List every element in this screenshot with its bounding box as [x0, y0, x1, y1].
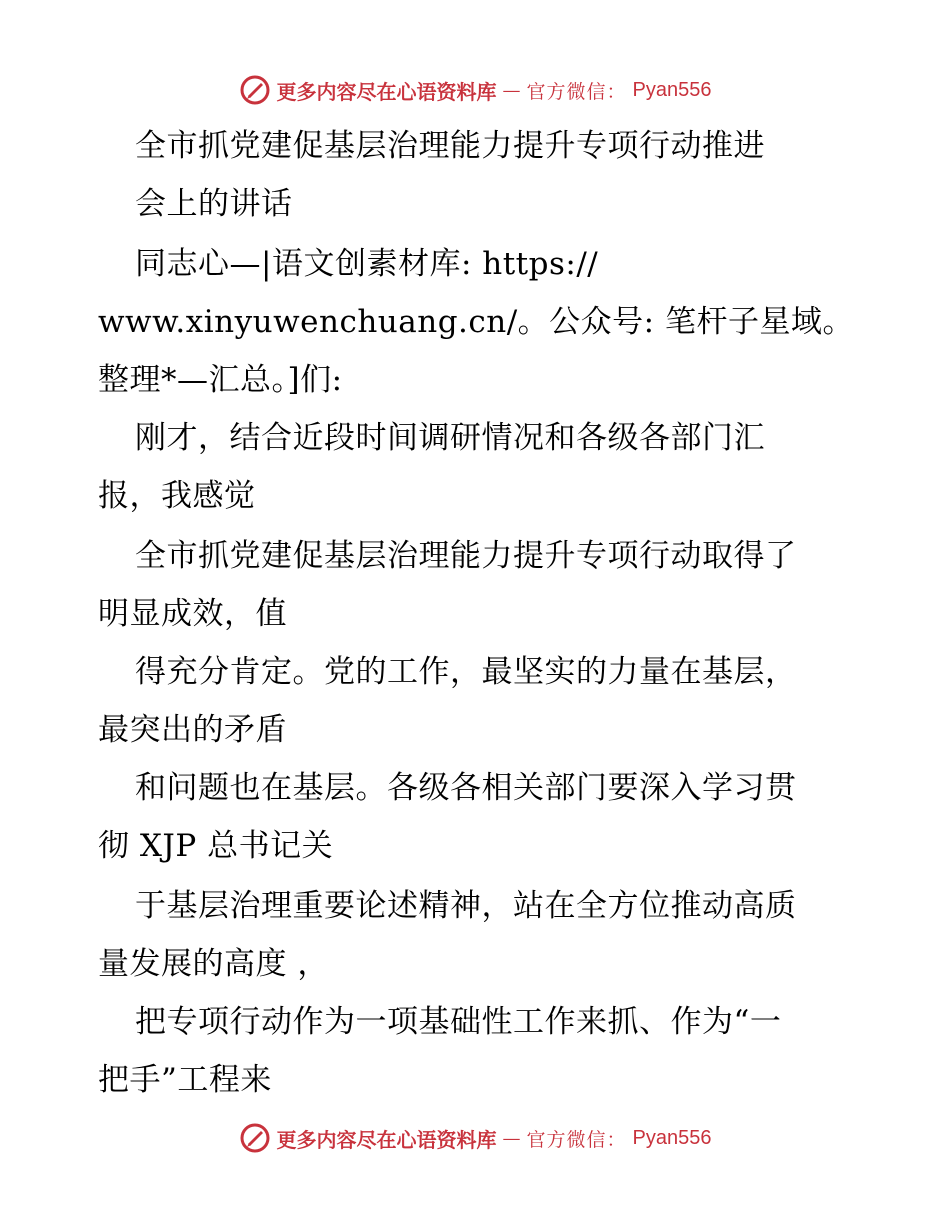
- title-line-1: 全市抓党建促基层治理能力提升专项行动推进: [135, 128, 765, 164]
- banner-main-text: 更多内容尽在心语资料库: [276, 79, 497, 104]
- text-line: 全市抓党建促基层治理能力提升专项行动取得了: [135, 538, 797, 574]
- text-line: 量发展的高度 ，: [98, 946, 329, 982]
- text-line: 明显成效，值: [98, 596, 287, 632]
- text-line: 把专项行动作为一项基础性工作来抓、作为“一: [135, 1004, 782, 1040]
- title-line-2: 会上的讲话: [135, 186, 293, 222]
- text-line: 刚才，结合近段时间调研情况和各级各部门汇: [135, 420, 765, 456]
- text-line: 和问题也在基层。各级各相关部门要深入学习贯: [135, 770, 797, 806]
- text-line: www.xinyuwenchuang.cn/。公众号: 笔杆子星域。: [98, 304, 854, 340]
- quill-logo-icon: [239, 74, 271, 106]
- text-line: 彻 XJP 总书记关: [98, 828, 334, 864]
- text-line: 把手”工程来: [98, 1062, 272, 1098]
- header-banner: [0, 70, 950, 110]
- text-line: 整理*—汇总。]们:: [98, 362, 343, 398]
- banner-official-label: 官方微信：: [526, 80, 627, 103]
- footer-banner: [0, 1118, 950, 1158]
- text-line: 得充分肯定。党的工作，最坚实的力量在基层，: [135, 654, 797, 690]
- text-line: 最突出的矛盾: [98, 712, 287, 748]
- banner-wechat-id: Pyan556: [632, 1126, 712, 1149]
- banner-main-text: 更多内容尽在心语资料库: [276, 1127, 497, 1152]
- text-line: 于基层治理重要论述精神，站在全方位推动高质: [135, 888, 797, 924]
- banner-official-label: 官方微信：: [526, 1128, 627, 1151]
- banner-dash: —: [502, 79, 521, 101]
- text-line: 同志心—|语文创素材库: https://: [135, 246, 599, 282]
- text-line: 报，我感觉: [98, 478, 256, 514]
- banner-wechat-id: Pyan556: [632, 78, 712, 101]
- quill-logo-icon: [239, 1122, 271, 1154]
- banner-dash: —: [502, 1127, 521, 1149]
